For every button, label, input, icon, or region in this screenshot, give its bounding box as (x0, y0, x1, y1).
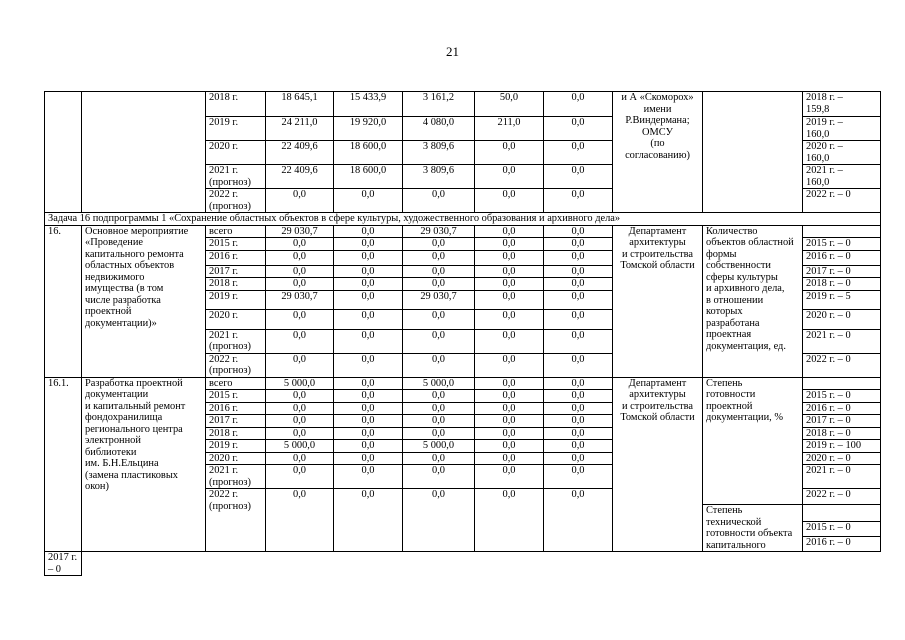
extrabudget-value: 0,0 (544, 377, 613, 390)
regional-value: 29 030,7 (403, 290, 475, 309)
year-cell (206, 390, 266, 403)
year-cell (206, 309, 266, 329)
target-cell: 2020 г. – 0 (803, 452, 881, 465)
year-cell (206, 465, 266, 489)
year-text: 2018 г. (209, 427, 239, 439)
indicator-line: Степень (706, 377, 743, 389)
year-cell (206, 117, 266, 141)
regional-value: 0,0 (403, 415, 475, 428)
total-value: 0,0 (266, 402, 334, 415)
extrabudget-value: 0,0 (544, 189, 613, 213)
local-value: 0,0 (475, 402, 544, 415)
target-cell: 2016 г. – 0 (803, 402, 881, 415)
executor-line: Р.Виндермана; (625, 115, 690, 126)
extrabudget-value: 0,0 (544, 465, 613, 489)
federal-value: 0,0 (334, 402, 403, 415)
year-text: 2019 г. (209, 440, 239, 451)
target-line: 2018 г. – (806, 92, 843, 103)
regional-value: 0,0 (403, 427, 475, 440)
year-cell (206, 377, 266, 390)
federal-value: 0,0 (334, 329, 403, 353)
local-value: 0,0 (475, 225, 544, 238)
year-cell (206, 353, 266, 377)
page-number: 21 (446, 44, 459, 59)
measure-name-line: капитального ремонта (85, 248, 184, 260)
indicator-line: разработана (706, 317, 760, 329)
year-text: 2020 г. (209, 452, 239, 464)
target-cell (803, 189, 881, 213)
federal-value: 0,0 (334, 278, 403, 291)
federal-value: 0,0 (334, 250, 403, 265)
local-value: 0,0 (475, 440, 544, 453)
measure-name-line: Разработка проектной (85, 377, 183, 389)
target-line: 2020 г. – (806, 141, 843, 152)
indicator-line: в отношении (706, 294, 764, 306)
local-value: 0,0 (475, 165, 544, 189)
year-cell (206, 415, 266, 428)
name-cell (82, 92, 206, 213)
year-text: 2022 г. (209, 489, 239, 500)
indicator-line: технической (706, 516, 762, 528)
measure-name-line: проектной (85, 306, 132, 317)
target-cell: 2015 г. – 0 (803, 521, 881, 536)
measure-name-line: и капитальный ремонт (85, 400, 186, 412)
extrabudget-value: 0,0 (544, 427, 613, 440)
local-value: 0,0 (475, 415, 544, 428)
federal-value: 0,0 (334, 225, 403, 238)
target-line: 2022 г. – 0 (806, 353, 851, 365)
federal-value: 0,0 (334, 309, 403, 329)
executor-line: Томской области (620, 412, 695, 423)
indicator-line: Степень (706, 505, 743, 516)
year-cell (206, 189, 266, 213)
measure-name-line: документации)» (85, 317, 157, 329)
federal-value: 0,0 (334, 465, 403, 489)
year-text: 2022 г. (209, 189, 239, 200)
total-value: 22 409,6 (266, 165, 334, 189)
extrabudget-value: 0,0 (544, 440, 613, 453)
local-value: 0,0 (475, 465, 544, 489)
year-cell (206, 141, 266, 165)
regional-value: 0,0 (403, 465, 475, 489)
regional-value: 0,0 (403, 353, 475, 377)
target-line: 160,0 (806, 176, 830, 188)
indicator-line: объектов областной (706, 237, 794, 248)
regional-value: 0,0 (403, 390, 475, 403)
total-value: 5 000,0 (266, 440, 334, 453)
indicator-cell (703, 225, 803, 377)
year-cell (206, 225, 266, 238)
year-cell (206, 290, 266, 309)
regional-value: 0,0 (403, 329, 475, 353)
executor-line: архитектуры (629, 237, 686, 248)
indicator-line: формы (706, 248, 737, 260)
federal-value: 0,0 (334, 265, 403, 278)
target-line: 2019 г. – 5 (806, 290, 851, 302)
regional-value: 5 000,0 (403, 440, 475, 453)
target-cell (803, 278, 881, 291)
table-row (45, 377, 881, 390)
year-text: 2015 г. (209, 238, 239, 249)
measure-name-line: окон) (85, 481, 109, 492)
extrabudget-value: 0,0 (544, 278, 613, 291)
local-value: 0,0 (475, 250, 544, 265)
year-text: всего (209, 225, 233, 237)
extrabudget-value: 0,0 (544, 290, 613, 309)
year-text: (прогноз) (209, 476, 251, 488)
total-value: 0,0 (266, 265, 334, 278)
total-value: 0,0 (266, 189, 334, 213)
total-value: 0,0 (266, 309, 334, 329)
year-text: 2015 г. (209, 390, 239, 401)
executor-line: ОМСУ (642, 126, 673, 138)
federal-value: 0,0 (334, 290, 403, 309)
extrabudget-value: 0,0 (544, 452, 613, 465)
extrabudget-value: 0,0 (544, 353, 613, 377)
year-cell (206, 265, 266, 278)
year-text: 2021 г. (209, 165, 239, 176)
executor-line: Томской области (620, 260, 695, 271)
target-cell (803, 329, 881, 353)
extrabudget-value: 0,0 (544, 238, 613, 251)
local-value: 0,0 (475, 329, 544, 353)
regional-value: 29 030,7 (403, 225, 475, 238)
target-line: 160,0 (806, 152, 830, 164)
year-text: 2021 г. (209, 465, 239, 476)
target-cell (803, 238, 881, 251)
target-cell (803, 117, 881, 141)
federal-value: 0,0 (334, 353, 403, 377)
year-text: (прогноз) (209, 341, 251, 352)
regional-value: 3 809,6 (403, 141, 475, 165)
local-value: 0,0 (475, 238, 544, 251)
extrabudget-value: 0,0 (544, 117, 613, 141)
year-text: 2017 г. (209, 265, 239, 277)
year-cell (206, 250, 266, 265)
name-cell (82, 377, 206, 552)
indicator-line: сферы культуры (706, 271, 778, 283)
year-cell (206, 452, 266, 465)
target-cell: 2017 г. – 0 (803, 415, 881, 428)
year-cell (206, 278, 266, 291)
target-cell: 2016 г. – 0 (803, 536, 881, 551)
measure-name-line: электронной (85, 435, 141, 446)
indicator-line: собственности (706, 260, 771, 271)
federal-value: 19 920,0 (334, 117, 403, 141)
indicator-line: и архивного дела, (706, 283, 785, 294)
target-line: 2017 г. – 0 (806, 265, 851, 277)
year-text: 2020 г. (209, 309, 239, 321)
table-row (45, 92, 881, 117)
target-cell (803, 505, 881, 522)
extrabudget-value: 0,0 (544, 402, 613, 415)
program-table (44, 91, 881, 576)
measure-name-line: библиотеки (85, 446, 137, 458)
year-text: 2016 г. (209, 402, 239, 414)
federal-value: 0,0 (334, 489, 403, 552)
target-cell: 2019 г. – 100 (803, 440, 881, 453)
executor-line: Департамент (628, 225, 687, 237)
local-value: 0,0 (475, 265, 544, 278)
target-line: 2016 г. – 0 (806, 250, 851, 262)
federal-value: 18 600,0 (334, 141, 403, 165)
federal-value: 0,0 (334, 377, 403, 390)
indicator-cell (703, 92, 803, 213)
target-cell: 2018 г. – 0 (803, 427, 881, 440)
local-value: 0,0 (475, 290, 544, 309)
total-value: 0,0 (266, 465, 334, 489)
executor-cell (613, 225, 703, 377)
num-cell: 16.1. (45, 377, 82, 552)
target-line: 2020 г. – 0 (806, 309, 851, 321)
indicator-cell (703, 505, 803, 552)
target-cell (803, 141, 881, 165)
target-cell (803, 353, 881, 377)
indicator-line: которых (706, 306, 743, 317)
target-cell: 2021 г. – 0 (803, 465, 881, 489)
target-cell (803, 250, 881, 265)
task-heading: Задача 16 подпрограммы 1 «Сохранение областных объектов в сфере культуры, художественного образования и архивного дела» (45, 213, 881, 226)
total-value: 0,0 (266, 250, 334, 265)
year-cell (206, 440, 266, 453)
measure-name-line: (замена пластиковых (85, 469, 179, 481)
year-cell (206, 402, 266, 415)
name-cell (82, 225, 206, 377)
extrabudget-value: 0,0 (544, 309, 613, 329)
extrabudget-value: 0,0 (544, 489, 613, 552)
num-cell: 16. (45, 225, 82, 377)
indicator-line: Количество (706, 225, 758, 237)
year-text: 2022 г. (209, 353, 239, 365)
local-value: 0,0 (475, 353, 544, 377)
federal-value: 0,0 (334, 189, 403, 213)
year-text: 2018 г. (209, 278, 239, 289)
target-cell: 2022 г. – 0 (803, 489, 881, 505)
local-value: 50,0 (475, 92, 544, 117)
total-value: 0,0 (266, 238, 334, 251)
extrabudget-value: 0,0 (544, 415, 613, 428)
regional-value: 5 000,0 (403, 377, 475, 390)
federal-value: 0,0 (334, 427, 403, 440)
target-cell: 2015 г. – 0 (803, 390, 881, 403)
extrabudget-value: 0,0 (544, 390, 613, 403)
target-cell (803, 225, 881, 238)
executor-line: и А «Скоморох» (621, 92, 694, 103)
local-value: 0,0 (475, 427, 544, 440)
measure-name-line: регионального центра (85, 423, 183, 435)
year-text: 2020 г. (209, 141, 239, 152)
target-line: 2018 г. – 0 (806, 278, 851, 289)
year-text: 2019 г. (209, 117, 239, 128)
total-value: 0,0 (266, 278, 334, 291)
year-cell (206, 329, 266, 353)
executor-line: и строительства (622, 248, 693, 260)
total-value: 22 409,6 (266, 141, 334, 165)
extrabudget-value: 0,0 (544, 265, 613, 278)
executor-line: архитектуры (629, 389, 686, 400)
total-value: 0,0 (266, 489, 334, 552)
total-value: 0,0 (266, 329, 334, 353)
target-cell (803, 309, 881, 329)
year-text: (прогноз) (209, 200, 251, 212)
year-text: всего (209, 377, 233, 389)
indicator-line: готовности (706, 389, 756, 400)
target-cell: 2017 г. – 0 (45, 552, 82, 576)
local-value: 0,0 (475, 377, 544, 390)
federal-value: 15 433,9 (334, 92, 403, 117)
regional-value: 0,0 (403, 309, 475, 329)
local-value: 211,0 (475, 117, 544, 141)
target-line: 2015 г. – 0 (806, 238, 851, 249)
extrabudget-value: 0,0 (544, 165, 613, 189)
local-value: 0,0 (475, 189, 544, 213)
table-row (45, 552, 881, 576)
federal-value: 0,0 (334, 415, 403, 428)
measure-name-line: Основное мероприятие (85, 225, 189, 237)
target-cell (803, 165, 881, 189)
target-line: 160,0 (806, 128, 830, 140)
year-text: 2019 г. (209, 290, 239, 302)
measure-name-line: числе разработка (85, 294, 161, 306)
local-value: 0,0 (475, 452, 544, 465)
indicator-line: документация, ед. (706, 340, 786, 352)
federal-value: 0,0 (334, 238, 403, 251)
target-line: 159,8 (806, 103, 830, 115)
local-value: 0,0 (475, 309, 544, 329)
extrabudget-value: 0,0 (544, 329, 613, 353)
indicator-line: проектной (706, 400, 753, 412)
executor-cell (613, 377, 703, 552)
extrabudget-value: 0,0 (544, 141, 613, 165)
regional-value: 3 161,2 (403, 92, 475, 117)
executor-line: (по (650, 138, 665, 149)
target-line: 2021 г. – 0 (806, 329, 851, 341)
year-cell (206, 489, 266, 552)
num-cell (45, 92, 82, 213)
regional-value: 0,0 (403, 489, 475, 552)
year-text: 2016 г. (209, 250, 239, 262)
indicator-line: документации, % (706, 412, 784, 423)
executor-line: и строительства (622, 400, 693, 412)
task-row (45, 213, 881, 226)
year-cell (206, 238, 266, 251)
measure-name-line: «Проведение (85, 237, 144, 248)
measure-name-line: фондохранилища (85, 412, 163, 423)
indicator-line: капитального (706, 539, 766, 551)
measure-name-line: областных объектов (85, 260, 175, 271)
regional-value: 0,0 (403, 189, 475, 213)
measure-name-line: имущества (в том (85, 283, 164, 294)
executor-line: имени (643, 103, 672, 115)
executor-line: согласованию) (625, 149, 690, 161)
total-value: 18 645,1 (266, 92, 334, 117)
regional-value: 0,0 (403, 278, 475, 291)
extrabudget-value: 0,0 (544, 225, 613, 238)
local-value: 0,0 (475, 141, 544, 165)
year-cell (206, 427, 266, 440)
target-cell (803, 265, 881, 278)
federal-value: 0,0 (334, 390, 403, 403)
target-line: 2019 г. – (806, 117, 843, 128)
federal-value: 18 600,0 (334, 165, 403, 189)
indicator-line: готовности объекта (706, 528, 793, 539)
measure-name-line: недвижимого (85, 271, 145, 283)
total-value: 0,0 (266, 427, 334, 440)
regional-value: 3 809,6 (403, 165, 475, 189)
local-value: 0,0 (475, 489, 544, 552)
measure-name-line: документации (85, 389, 149, 400)
year-text: 2018 г. (209, 92, 239, 103)
extrabudget-value: 0,0 (544, 92, 613, 117)
total-value: 0,0 (266, 353, 334, 377)
target-cell (803, 92, 881, 117)
regional-value: 0,0 (403, 452, 475, 465)
extrabudget-value: 0,0 (544, 250, 613, 265)
target-cell (803, 290, 881, 309)
total-value: 0,0 (266, 390, 334, 403)
total-value: 29 030,7 (266, 290, 334, 309)
executor-line: Департамент (628, 377, 687, 389)
table-row (45, 225, 881, 238)
target-line: 2022 г. – 0 (806, 189, 851, 200)
total-value: 5 000,0 (266, 377, 334, 390)
year-text: 2017 г. (209, 415, 239, 426)
target-line: 2021 г. – (806, 165, 843, 176)
total-value: 24 211,0 (266, 117, 334, 141)
year-text: (прогноз) (209, 500, 251, 512)
regional-value: 0,0 (403, 250, 475, 265)
indicator-cell (703, 377, 803, 505)
regional-value: 0,0 (403, 238, 475, 251)
local-value: 0,0 (475, 390, 544, 403)
total-value: 0,0 (266, 415, 334, 428)
total-value: 0,0 (266, 452, 334, 465)
target-cell (803, 377, 881, 390)
regional-value: 0,0 (403, 402, 475, 415)
local-value: 0,0 (475, 278, 544, 291)
executor-cell (613, 92, 703, 213)
year-cell (206, 165, 266, 189)
federal-value: 0,0 (334, 440, 403, 453)
year-cell (206, 92, 266, 117)
indicator-line: проектная (706, 329, 752, 340)
year-text: (прогноз) (209, 365, 251, 376)
federal-value: 0,0 (334, 452, 403, 465)
regional-value: 0,0 (403, 265, 475, 278)
measure-name-line: им. Б.Н.Ельцина (85, 458, 159, 469)
year-text: 2021 г. (209, 329, 239, 341)
regional-value: 4 080,0 (403, 117, 475, 141)
total-value: 29 030,7 (266, 225, 334, 238)
year-text: (прогноз) (209, 176, 251, 188)
